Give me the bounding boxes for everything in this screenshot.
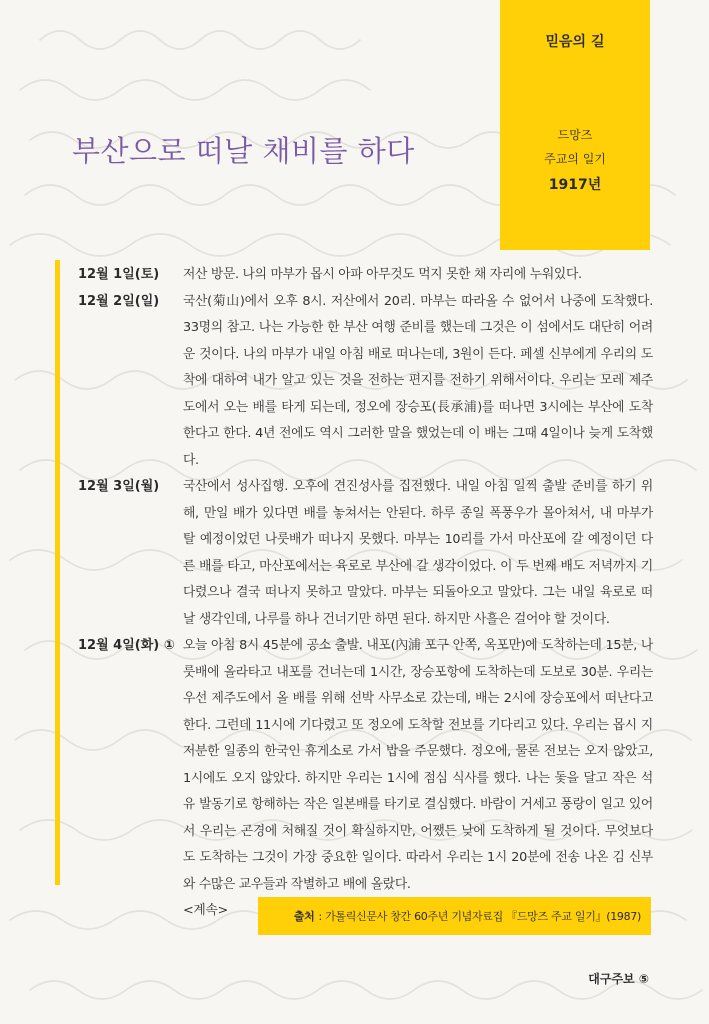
entry-date: 12월 3일(월) xyxy=(78,479,160,494)
diary-entries xyxy=(78,262,658,925)
entry-text: 국산(菊山)에서 오후 8시. 저산에서 20리. 마부는 따라올 수 없어서 나중에 도착했다. 33명의 참고. 나는 가능한 한 부산 여행 준비를 했는데 그것은 이 섬에서도 대단히 어려운 것이다. 나의 마부가 내일 아침 배로 떠나는데, 3원이 든다. 페셀 신부에게 우리의 도착에 대하여 내가 알고 있는 것을 전하는 편지를 전하기 위해서이다. 우리는 모레 제주도에서 오는 배를 타게 되는데, 정오에 장승포(長承浦)를 떠나면 3시에는 부산에 도착한다고 한다. 4년 전에도 역시 그러한 말을 했었는데 이 배는 그때 4일이나 늦게 도착했다. xyxy=(183,293,653,468)
source-box xyxy=(258,897,651,935)
entry-date: 12월 4일(화) ① xyxy=(78,638,175,653)
subtitle-author: 드망즈 xyxy=(557,128,593,142)
entry-text: 국산에서 성사집행. 오후에 견진성사를 집전했다. 내일 아침 일찍 출발 준비를 하기 위해, 만일 배가 있다면 배를 놓쳐서는 안된다. 하루 종일 폭풍우가 몰아쳐서, 내 마부가 탈 예정이었던 나룻배가 떠나지 못했다. 마부는 10리를 가서 마산포에 갈 예정이던 다른 배를 타고, 마산포에서는 육로로 부산에 갈 생각이었다. 이 두 번째 배도 저녁까지 기다렸으나 결국 떠나지 못하고 말았다. 마부는 되돌아오고 말았다. 그는 내일 육로로 떠날 생각인데, 나루를 하나 건너기만 하면 된다. 하지만 사흘은 걸어야 할 것이다. xyxy=(183,479,653,627)
source-label: 출처 xyxy=(293,910,315,923)
page-title: 부산으로 떠날 채비를 하다 xyxy=(72,134,415,168)
diary-entry xyxy=(78,474,658,633)
header-tab xyxy=(500,0,650,250)
subtitle-diary: 주교의 일기 xyxy=(544,152,606,166)
diary-entry xyxy=(78,289,658,475)
diary-entry xyxy=(78,633,658,925)
series-label: 믿음의 길 xyxy=(545,34,605,50)
page-number: ⑤ xyxy=(638,972,649,986)
page-footer xyxy=(588,970,649,987)
continued-label: <계속> xyxy=(183,903,228,918)
entry-text xyxy=(183,633,653,925)
publication-name: 대구주보 xyxy=(588,972,635,986)
year-label: 1917년 xyxy=(548,177,602,193)
accent-bar xyxy=(55,260,60,885)
entry-text: 저산 방문. 나의 마부가 몹시 아파 아무것도 먹지 못한 채 자리에 누워있다. xyxy=(183,267,582,282)
source-text: : 가톨릭신문사 창간 60주년 기념자료집 『드망즈 주교 일기』(1987) xyxy=(318,910,641,923)
entry-body: 오늘 아침 8시 45분에 공소 출발. 내포(內浦 포구 안쪽, 옥포만)에 도착하는데 15분, 나룻배에 올라타고 내포를 건너는데 1시간, 장승포항에 도착하는데 도보로 30분. 우리는 우선 제주도에서 올 배를 위해 선박 사무소로 갔는데, 배는 2시에 장승포에서 떠난다고 한다. 그런데 11시에 기다렸고 또 정오에 도착할 전보를 기다리고 있다. 우리는 몹시 지저분한 일종의 한국인 휴게소로 가서 밥을 주문했다. 정오에, 물론 전보는 오지 않았고, 1시에도 오지 않았다. 하지만 우리는 1시에 점심 식사를 했다. 나는 돛을 달고 작은 석유 발동기로 항해하는 작은 일본배를 타기로 결심했다. 바람이 거세고 풍랑이 일고 있어서 우리는 곤경에 처해질 것이 확실하지만, 어쨌든 낮에 도착하게 될 것이다. 무엇보다도 도착하는 그것이 가장 중요한 일이다. 따라서 우리는 1시 20분에 전송 나온 김 신부와 수많은 교우들과 작별하고 배에 올랐다. xyxy=(183,638,653,892)
diary-entry xyxy=(78,262,658,289)
entry-date: 12월 2일(일) xyxy=(78,293,160,309)
entry-date: 12월 1일(토) xyxy=(78,267,160,282)
